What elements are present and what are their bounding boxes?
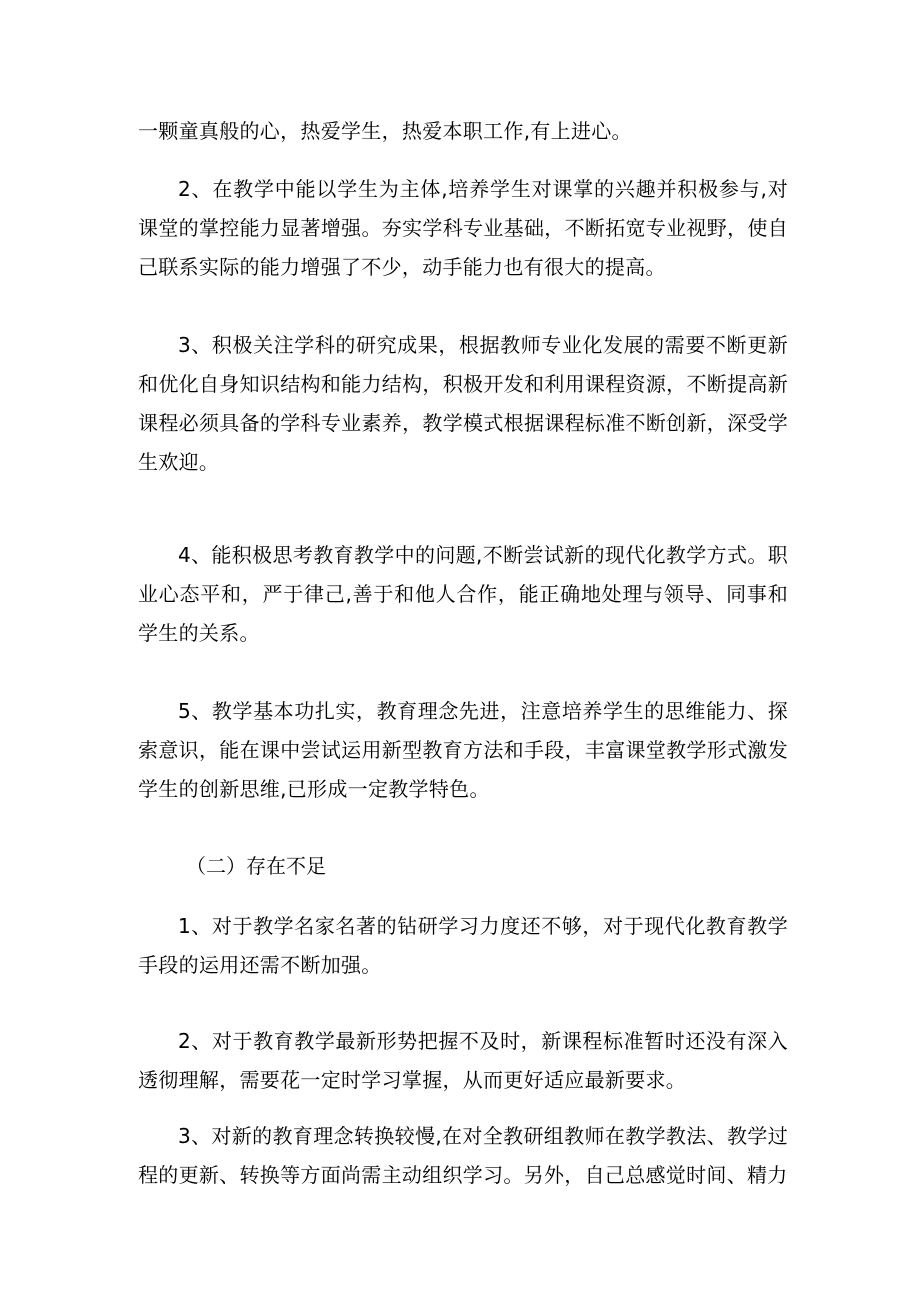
- strength-item-4: 4、能积极思考教育教学中的问题,不断尝试新的现代化教学方式。职业心态平和，严于律己,善于和他人合作，能正确地处理与领导、同事和学生的关系。: [138, 543, 788, 645]
- section-heading: （二）存在不足: [186, 854, 326, 878]
- strength-item-2: 2、在教学中能以学生为主体,培养学生对课掌的兴趣并积极参与,对课堂的掌控能力显著增强。夯实学科专业基础，不断拓宽专业视野，使自己联系实际的能力增强了不少，动手能力也有很大的提高。: [138, 177, 788, 279]
- deficiency-item-1: 1、对于教学名家名著的钻研学习力度还不够，对于现代化教育教学手段的运用还需不断加强。: [138, 914, 788, 977]
- deficiency-item-2: 2、对于教育教学最新形势把握不及时，新课程标准暂时还没有深入透彻理解，需要花一定时学习掌握，从而更好适应最新要求。: [138, 1029, 788, 1092]
- paragraph-continuation: 一颗童真般的心，热爱学生，热爱本职工作,有上进心。: [138, 119, 632, 143]
- deficiency-item-3: 3、对新的教育理念转换较慢,在对全教研组教师在教学教法、教学过程的更新、转换等方面尚需主动组织学习。另外，自己总感觉时间、精力: [138, 1124, 788, 1187]
- strength-item-3: 3、积极关注学科的研究成果，根据教师专业化发展的需要不断更新和优化自身知识结构和能力结构，积极开发和利用课程资源，不断提高新课程必须具备的学科专业素养，教学模式根据课程标准不断创新，深受学生欢迎。: [138, 333, 788, 474]
- strength-item-5: 5、教学基本功扎实，教育理念先进，注意培养学生的思维能力、探索意识，能在课中尝试运用新型教育方法和手段，丰富课堂教学形式激发学生的创新思维,已形成一定教学特色。: [138, 699, 788, 801]
